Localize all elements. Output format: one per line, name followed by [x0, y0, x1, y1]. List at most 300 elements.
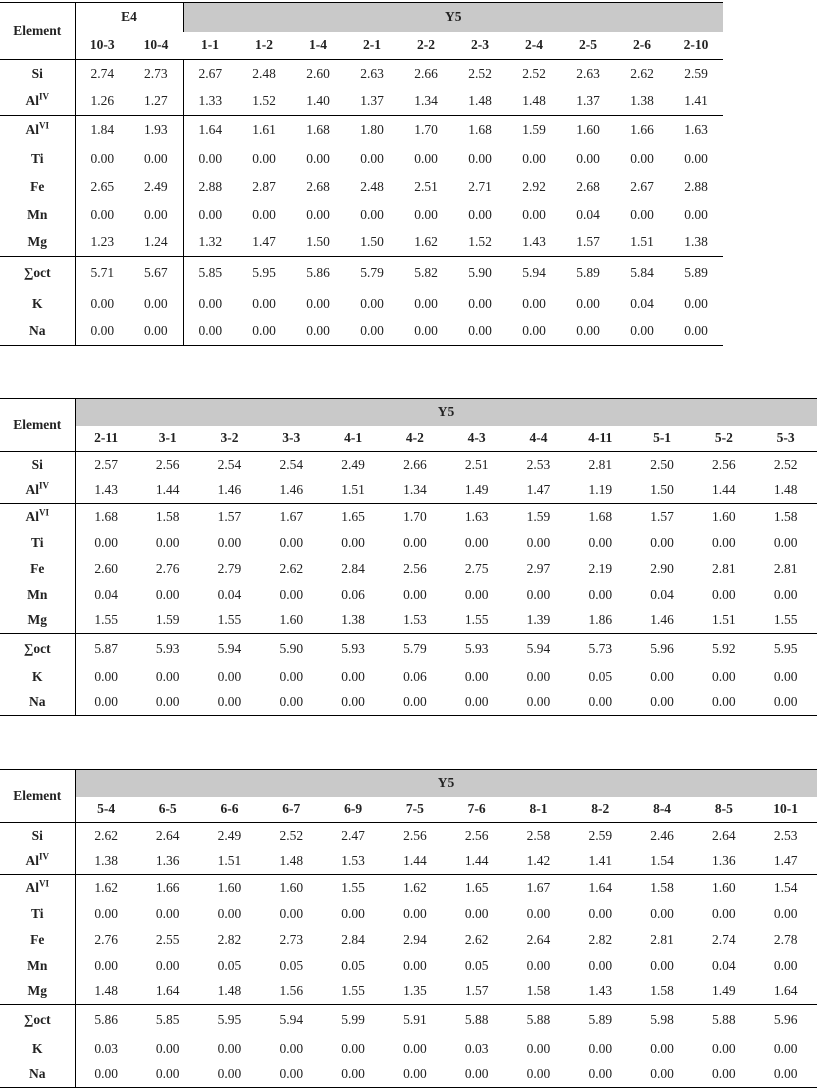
- table-cell: 0.00: [198, 206, 223, 222]
- table-cell: 1.58: [631, 875, 693, 901]
- table-cell: 1.50: [650, 482, 674, 498]
- table-cell: 2.49: [199, 823, 261, 849]
- table-cell: 1.19: [588, 482, 613, 498]
- table-cell: 0.00: [183, 318, 237, 346]
- row-label: [0, 201, 75, 229]
- column-header: 1-1: [183, 32, 237, 60]
- table-cell: 0.00: [414, 295, 438, 311]
- column-header: 6-5: [137, 797, 199, 823]
- table-cell: 5.89: [669, 257, 723, 290]
- row-label: [0, 229, 75, 257]
- table-cell: 2.73: [129, 60, 183, 88]
- table-cell: 0.00: [712, 534, 736, 550]
- row-label-text: Ti: [30, 150, 44, 166]
- table-cell: 0.00: [630, 206, 654, 222]
- table-row-al-vi: [0, 116, 723, 145]
- table-cell: 0.00: [260, 690, 322, 716]
- table-cell: 0.00: [464, 586, 489, 602]
- row-label: [0, 88, 75, 116]
- row-label: [0, 257, 75, 290]
- table-cell: 2.49: [129, 173, 183, 201]
- table-cell: 5.90: [453, 257, 507, 290]
- table-cell: 0.05: [588, 668, 613, 684]
- table-cell: 0.05: [341, 957, 365, 973]
- table-cell: 0.00: [341, 1040, 365, 1056]
- table-cell: 2.84: [341, 560, 365, 576]
- table-cell: 1.44: [155, 482, 180, 498]
- table-body: [0, 823, 817, 1088]
- table-cell: 0.04: [217, 586, 242, 602]
- table-cell: 1.70: [384, 504, 446, 530]
- column-header: 7-5: [384, 797, 446, 823]
- table-cell: 0.00: [155, 905, 180, 921]
- table-cell: 0.00: [773, 1040, 798, 1056]
- table-cell: 2.49: [322, 452, 384, 478]
- row-label: [0, 116, 75, 145]
- table-row-mn: [0, 953, 817, 979]
- table-cell: 2.56: [446, 823, 508, 849]
- column-header: 6-7: [260, 797, 322, 823]
- column-header: 8-1: [508, 797, 570, 823]
- table-cell: 0.00: [403, 586, 427, 602]
- table-cell: 2.76: [155, 560, 180, 576]
- table-cell: 2.53: [508, 452, 570, 478]
- table-cell: 1.68: [291, 116, 345, 145]
- table-cell: 5.73: [569, 634, 631, 664]
- row-label-text: Si: [31, 456, 43, 472]
- table-cell: 5.94: [507, 257, 561, 290]
- table-cell: 0.00: [75, 318, 129, 346]
- table-cell: 1.59: [508, 504, 570, 530]
- table-cell: 0.00: [684, 295, 708, 311]
- row-label: [0, 849, 75, 875]
- table-cell: 5.93: [322, 634, 384, 664]
- table-cell: 0.00: [94, 957, 118, 973]
- table-cell: 0.00: [773, 668, 798, 684]
- table-cell: 0.00: [137, 690, 199, 716]
- table-cell: 0.00: [684, 206, 708, 222]
- row-label: [0, 690, 75, 716]
- table-cell: 5.93: [137, 634, 199, 664]
- table-cell: 1.48: [468, 93, 492, 109]
- table-cell: 1.48: [217, 983, 242, 999]
- table-cell: 2.92: [522, 178, 546, 194]
- table-cell: 1.57: [576, 234, 600, 250]
- table-cell: 1.60: [561, 116, 615, 145]
- table-cell: 0.00: [588, 957, 613, 973]
- table-cell: 1.62: [75, 875, 137, 901]
- row-label: [0, 901, 75, 927]
- table-cell: 2.19: [588, 560, 613, 576]
- column-header: 2-6: [615, 32, 669, 60]
- table-cell: 1.68: [75, 504, 137, 530]
- table-cell: 0.00: [198, 295, 223, 311]
- table-cell: 1.86: [588, 612, 613, 628]
- table-cell: 1.51: [341, 482, 365, 498]
- row-label-text: Mg: [27, 234, 47, 250]
- table-cell: 1.35: [403, 983, 427, 999]
- table-cell: 0.00: [252, 295, 276, 311]
- table-cell: 1.44: [403, 853, 427, 869]
- table-cell: 2.81: [773, 560, 798, 576]
- column-header-row: [0, 797, 817, 823]
- table-cell: 0.00: [446, 1062, 508, 1088]
- column-header: 3-1: [137, 426, 199, 452]
- row-label-text: Al: [25, 853, 39, 869]
- table-cell: 5.86: [291, 257, 345, 290]
- table-cell: 0.00: [773, 905, 798, 921]
- table-cell: 2.64: [137, 823, 199, 849]
- table-cell: 5.95: [237, 257, 291, 290]
- table-cell: 5.96: [755, 1005, 817, 1036]
- table-cell: 1.38: [94, 853, 118, 869]
- table-cell: 2.55: [155, 931, 180, 947]
- table-cell: 5.95: [199, 1005, 261, 1036]
- column-header: 1-2: [237, 32, 291, 60]
- row-label: [0, 290, 75, 318]
- table-cell: 1.54: [650, 853, 674, 869]
- table-cell: 0.00: [94, 534, 118, 550]
- column-header: 2-5: [561, 32, 615, 60]
- table-cell: 0.00: [526, 534, 551, 550]
- row-label-text: Mn: [27, 586, 48, 602]
- row-label-text: Mn: [27, 957, 48, 973]
- column-header: 6-6: [199, 797, 261, 823]
- table-cell: 0.00: [306, 295, 330, 311]
- table-cell: 2.76: [94, 931, 118, 947]
- table-row-mg: [0, 608, 817, 634]
- table-cell: 0.00: [129, 290, 183, 318]
- row-label: [0, 530, 75, 556]
- row-label: [0, 504, 75, 530]
- table-cell: 0.00: [508, 690, 570, 716]
- table-cell: 2.52: [453, 60, 507, 88]
- table-cell: 2.52: [260, 823, 322, 849]
- table-cell: 0.00: [403, 534, 427, 550]
- row-label-superscript: IV: [38, 851, 49, 862]
- table-row-mg: [0, 229, 723, 257]
- table-cell: 2.52: [755, 452, 817, 478]
- table-cell: 5.99: [322, 1005, 384, 1036]
- table-cell: 1.68: [453, 116, 507, 145]
- table-cell: 1.41: [588, 853, 613, 869]
- table-cell: 0.00: [237, 318, 291, 346]
- row-label-text: Na: [29, 1066, 46, 1082]
- table-cell: 0.03: [94, 1040, 118, 1056]
- table-row-ti: [0, 145, 723, 173]
- table-cell: 1.39: [526, 612, 551, 628]
- table-cell: 0.04: [576, 206, 600, 222]
- table-cell: 5.95: [755, 634, 817, 664]
- table-cell: 1.64: [773, 983, 798, 999]
- row-label-text: Si: [31, 827, 43, 843]
- table-cell: 2.56: [137, 452, 199, 478]
- table-cell: 1.51: [217, 853, 242, 869]
- table-cell: 0.00: [155, 668, 180, 684]
- column-header: 4-11: [569, 426, 631, 452]
- table-cell: 0.00: [90, 150, 115, 166]
- row-label-text: ∑oct: [23, 640, 51, 656]
- table-cell: 1.46: [279, 482, 304, 498]
- table-cell: 2.66: [384, 452, 446, 478]
- table-cell: 0.00: [526, 668, 551, 684]
- table-cell: 2.81: [569, 452, 631, 478]
- table-cell: 2.75: [464, 560, 489, 576]
- table-row-sum-oct: [0, 257, 723, 290]
- table-cell: 2.81: [712, 560, 736, 576]
- table-cell: 2.54: [260, 452, 322, 478]
- row-label-text: K: [31, 295, 43, 311]
- table-cell: 0.00: [576, 295, 600, 311]
- column-header: 8-4: [631, 797, 693, 823]
- table-cell: 1.63: [446, 504, 508, 530]
- table-cell: 0.00: [137, 1062, 199, 1088]
- table-row-na: [0, 690, 817, 716]
- table-cell: 2.87: [252, 178, 276, 194]
- table-cell: 1.34: [403, 482, 427, 498]
- column-header: 10-3: [75, 32, 129, 60]
- row-label: [0, 582, 75, 608]
- table-cell: 1.70: [399, 116, 453, 145]
- table-cell: 1.42: [526, 853, 551, 869]
- column-header: 2-1: [345, 32, 399, 60]
- table-cell: 0.00: [279, 534, 304, 550]
- row-label: [0, 634, 75, 664]
- table-cell: 0.00: [712, 1040, 736, 1056]
- table-cell: 0.00: [306, 206, 330, 222]
- table-cell: 5.82: [399, 257, 453, 290]
- table-cell: 0.00: [693, 690, 755, 716]
- row-label: [0, 452, 75, 478]
- row-label-text: Na: [29, 323, 46, 339]
- table-cell: 0.00: [199, 690, 261, 716]
- table-cell: 1.36: [155, 853, 180, 869]
- table-cell: 0.00: [198, 150, 223, 166]
- table-cell: 1.48: [522, 93, 546, 109]
- table-row-k: [0, 1036, 817, 1062]
- table-cell: 0.00: [414, 206, 438, 222]
- table-cell: 5.71: [75, 257, 129, 290]
- table-cell: 0.00: [360, 206, 384, 222]
- table-row-k: [0, 290, 723, 318]
- table-cell: 1.58: [755, 504, 817, 530]
- table-row-al-iv: [0, 849, 817, 875]
- row-label-text: Al: [25, 482, 39, 498]
- table-cell: 0.00: [508, 1062, 570, 1088]
- table-cell: 0.00: [615, 318, 669, 346]
- table-cell: 0.00: [252, 206, 276, 222]
- table-cell: 2.71: [468, 178, 492, 194]
- column-header: 3-2: [199, 426, 261, 452]
- table-cell: 0.00: [561, 318, 615, 346]
- column-header: 5-3: [755, 426, 817, 452]
- table-cell: 2.88: [198, 178, 223, 194]
- column-header: 4-4: [508, 426, 570, 452]
- table-cell: 0.00: [94, 668, 118, 684]
- row-label-text: Fe: [30, 560, 45, 576]
- row-label-text: Na: [29, 694, 46, 710]
- table-2: [0, 398, 817, 716]
- table-cell: 1.67: [508, 875, 570, 901]
- table-cell: 0.00: [403, 957, 427, 973]
- table-row-si: [0, 452, 817, 478]
- row-label: [0, 60, 75, 88]
- table-cell: 0.06: [341, 586, 365, 602]
- row-label-text: Ti: [30, 905, 44, 921]
- table-1: [0, 2, 723, 346]
- table-cell: 0.00: [341, 905, 365, 921]
- table-cell: 0.05: [217, 957, 242, 973]
- table-cell: 2.59: [569, 823, 631, 849]
- table-cell: 0.00: [341, 534, 365, 550]
- table-row-si: [0, 823, 817, 849]
- table-cell: 2.66: [399, 60, 453, 88]
- table-cell: 0.00: [650, 1040, 674, 1056]
- table-cell: 1.51: [712, 612, 736, 628]
- table-cell: 2.81: [650, 931, 674, 947]
- row-label: [0, 145, 75, 173]
- table-cell: 1.54: [755, 875, 817, 901]
- table-cell: 1.44: [464, 853, 489, 869]
- table-cell: 0.00: [291, 318, 345, 346]
- table-cell: 2.48: [360, 178, 384, 194]
- table-cell: 2.53: [755, 823, 817, 849]
- row-label-text: Fe: [30, 931, 45, 947]
- table-cell: 0.00: [464, 534, 489, 550]
- table-cell: 1.55: [217, 612, 242, 628]
- table-cell: 5.91: [384, 1005, 446, 1036]
- table-cell: 2.62: [615, 60, 669, 88]
- table-row-k: [0, 664, 817, 690]
- column-header: 6-9: [322, 797, 384, 823]
- table-row-al-iv: [0, 88, 723, 116]
- table-cell: 5.85: [183, 257, 237, 290]
- table-cell: 1.38: [684, 234, 708, 250]
- row-label-text: K: [31, 668, 43, 684]
- table-cell: 0.00: [414, 150, 438, 166]
- group-header-y5: Y5: [75, 399, 817, 426]
- table-cell: 1.64: [183, 116, 237, 145]
- row-label: [0, 1005, 75, 1036]
- table-cell: 0.00: [712, 668, 736, 684]
- table-cell: 1.52: [252, 93, 276, 109]
- table-cell: 0.00: [155, 586, 180, 602]
- table-cell: 1.43: [522, 234, 546, 250]
- table-cell: 1.43: [94, 482, 118, 498]
- table-cell: 2.51: [446, 452, 508, 478]
- table-cell: 1.49: [712, 983, 736, 999]
- table-cell: 1.50: [306, 234, 330, 250]
- table-cell: 1.47: [252, 234, 276, 250]
- table-cell: 2.60: [94, 560, 118, 576]
- table-cell: 1.51: [630, 234, 654, 250]
- table-cell: 0.04: [94, 586, 118, 602]
- column-header-row: [0, 32, 723, 60]
- table-cell: 2.97: [526, 560, 551, 576]
- table-cell: 0.00: [75, 690, 137, 716]
- row-label: [0, 556, 75, 582]
- group-header-row: [0, 770, 817, 797]
- table-cell: 0.00: [199, 1062, 261, 1088]
- table-3: [0, 769, 817, 1088]
- table-cell: 1.93: [129, 116, 183, 145]
- table-cell: 0.00: [526, 905, 551, 921]
- table-row-ti: [0, 530, 817, 556]
- table-cell: 5.94: [260, 1005, 322, 1036]
- table-cell: 0.00: [650, 957, 674, 973]
- table-row-mn: [0, 582, 817, 608]
- table-cell: 0.00: [650, 905, 674, 921]
- table-cell: 0.00: [773, 534, 798, 550]
- table-cell: 5.89: [561, 257, 615, 290]
- row-label: [0, 608, 75, 634]
- table-cell: 0.03: [464, 1040, 489, 1056]
- table-cell: 1.66: [137, 875, 199, 901]
- table-cell: 0.00: [526, 1040, 551, 1056]
- table-cell: 2.62: [75, 823, 137, 849]
- table-cell: 1.33: [198, 93, 223, 109]
- table-cell: 0.00: [217, 905, 242, 921]
- table-cell: 1.66: [615, 116, 669, 145]
- table-cell: 1.32: [198, 234, 223, 250]
- table-cell: 5.86: [75, 1005, 137, 1036]
- table-cell: 5.79: [345, 257, 399, 290]
- row-label-text: Mn: [27, 206, 48, 222]
- table-cell: 0.00: [446, 690, 508, 716]
- table-cell: 1.48: [773, 482, 798, 498]
- table-cell: 0.06: [403, 668, 427, 684]
- table-cell: 0.00: [279, 905, 304, 921]
- table-cell: 0.00: [526, 957, 551, 973]
- row-label: [0, 953, 75, 979]
- row-label-text: Mg: [27, 612, 47, 628]
- table-cell: 0.05: [464, 957, 489, 973]
- table-cell: 0.00: [279, 668, 304, 684]
- row-label-text: ∑oct: [23, 1012, 51, 1028]
- table-cell: 1.80: [345, 116, 399, 145]
- row-label: [0, 173, 75, 201]
- table-cell: 5.88: [508, 1005, 570, 1036]
- table-cell: 1.48: [94, 983, 118, 999]
- column-header: 5-1: [631, 426, 693, 452]
- table-cell: 0.00: [360, 295, 384, 311]
- table-cell: 0.00: [155, 534, 180, 550]
- table-body: [0, 60, 723, 346]
- row-label-text: Al: [25, 93, 39, 109]
- table-cell: 2.47: [322, 823, 384, 849]
- table-cell: 2.59: [669, 60, 723, 88]
- column-header: 5-4: [75, 797, 137, 823]
- column-header: 4-1: [322, 426, 384, 452]
- table-cell: 1.53: [403, 612, 427, 628]
- table-cell: 0.00: [650, 668, 674, 684]
- table-cell: 1.55: [341, 983, 365, 999]
- row-label: [0, 823, 75, 849]
- row-label-text: Si: [31, 65, 43, 81]
- table-cell: 0.00: [403, 1040, 427, 1056]
- table-cell: 0.00: [755, 1062, 817, 1088]
- table-cell: 1.58: [650, 983, 674, 999]
- table-cell: 1.57: [464, 983, 489, 999]
- table-cell: 0.05: [279, 957, 304, 973]
- table-cell: 1.37: [576, 93, 600, 109]
- table-row-al-vi: [0, 875, 817, 901]
- table-cell: 1.48: [279, 853, 304, 869]
- row-label-text: Al: [25, 879, 39, 895]
- table-cell: 1.84: [75, 116, 129, 145]
- table-row-na: [0, 318, 723, 346]
- group-header-e4: E4: [75, 3, 183, 32]
